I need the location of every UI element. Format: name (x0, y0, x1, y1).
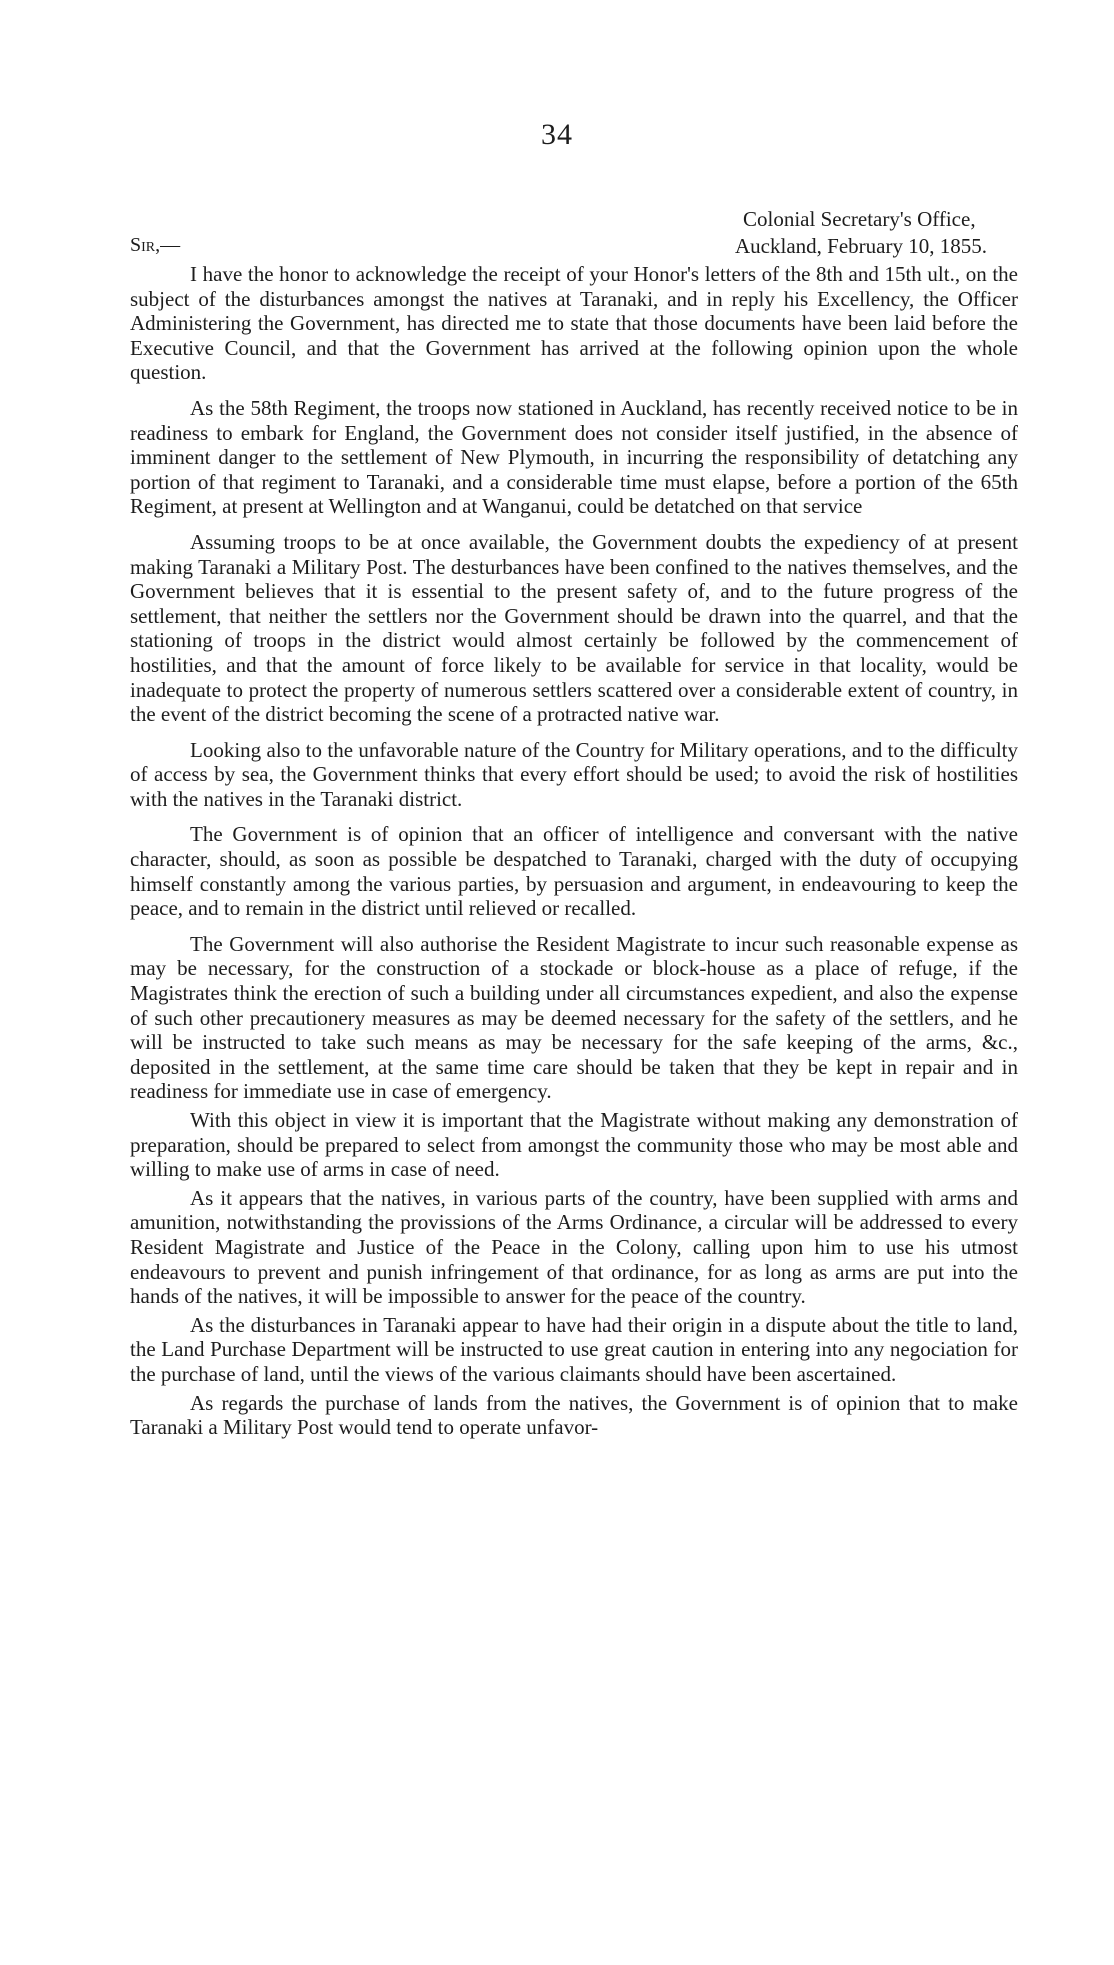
page-number: 34 (541, 118, 573, 151)
letter-place-date: Auckland, February 10, 1855. (735, 234, 987, 258)
paragraph: The Government is of opinion that an officer of intelligence and conversant with the native character, should, as soon as possible be despatched to Taranaki, charged with the duty of occupying himself constantly among the various parties, by persuasion and argument, in endeavouring to keep the peace, and to remain in the district until relieved or recalled. (130, 822, 1018, 921)
paragraph: As the 58th Regiment, the troops now stationed in Auckland, has recently received notice to be in readiness to embark for England, the Government does not consider itself justified, in the absence of imminent danger to the settlement of New Plymouth, in incurring the responsibility of detatching any portion of that regiment to Taranaki, and a considerable time must elapse, before a portion of the 65th Regiment, at present at Wellington and at Wanganui, could be detatched on that service (130, 395, 1018, 519)
letter-dateline (735, 206, 1035, 260)
paragraph: Assuming troops to be at once available, the Government doubts the expediency of at present making Taranaki a Military Post. The desturbances have been confined to the natives themselves, and the Government believes that it is essential to the present safety of, and to the future progress of the settlement, that neither the settlers nor the Government should be drawn into the quarrel, and that the stationing of troops in the district would almost certainly be followed by the commencement of hostilities, and that the amount of force likely to be available for service in that locality, would be inadequate to protect the property of numerous settlers scattered over a considerable extent of country, in the event of the district becoming the scene of a protracted native war. (130, 529, 1018, 727)
paragraph: I have the honor to acknowledge the receipt of your Honor's letters of the 8th and 15th ult., on the subject of the disturbances amongst the natives at Taranaki, and in reply his Excellency, the Officer Administering the Government, has directed me to state that those documents have been laid before the Executive Council, and that the Government has arrived at the following opinion upon the whole question. (130, 262, 1018, 385)
paragraph: With this object in view it is important that the Magistrate without making any demonstration of preparation, should be prepared to select from amongst the community those who may be most able and willing to make use of arms in case of need. (130, 1108, 1018, 1182)
paragraph: As it appears that the natives, in various parts of the country, have been supplied with arms and amunition, notwithstanding the provissions of the Arms Ordinance, a circular will be addressed to every Resident Magistrate and Justice of the Peace in the Colony, calling upon him to use his utmost endeavours to prevent and punish infringement of that ordinance, for as long as arms are put into the hands of the natives, it will be impossible to answer for the peace of the country. (130, 1185, 1018, 1309)
letter-body (130, 262, 1018, 1440)
letter-office: Colonial Secretary's Office, (743, 207, 976, 231)
letter-salutation: Sir,— (130, 234, 181, 256)
paragraph: As the disturbances in Taranaki appear to have had their origin in a dispute about the title to land, the Land Purchase Department will be instructed to use great caution in entering into any negociation for the purchase of land, until the views of the various claimants should have been ascertained. (130, 1312, 1018, 1386)
paragraph: Looking also to the unfavorable nature of the Country for Military operations, and to the difficulty of access by sea, the Government thinks that every effort should be used; to avoid the risk of hostilities with the natives in the Taranaki district. (130, 737, 1018, 811)
paragraph: As regards the purchase of lands from the natives, the Government is of opinion that to make Taranaki a Military Post would tend to operate unfavor- (130, 1390, 1018, 1440)
paragraph: The Government will also authorise the Resident Magistrate to incur such reasonable expense as may be necessary, for the construction of a stockade or block-house as a place of refuge, if the Magistrates think the erection of such a building under all circumstances expedient, and also the expense of such other precautionery measures as may be deemed necessary for the safety of the settlers, and he will be instructed to take such means as may be necessary for the safe keeping of the arms, &c., deposited in the settlement, at the same time care should be taken that they be kept in repair and in readiness for immediate use in case of emergency. (130, 931, 1018, 1104)
